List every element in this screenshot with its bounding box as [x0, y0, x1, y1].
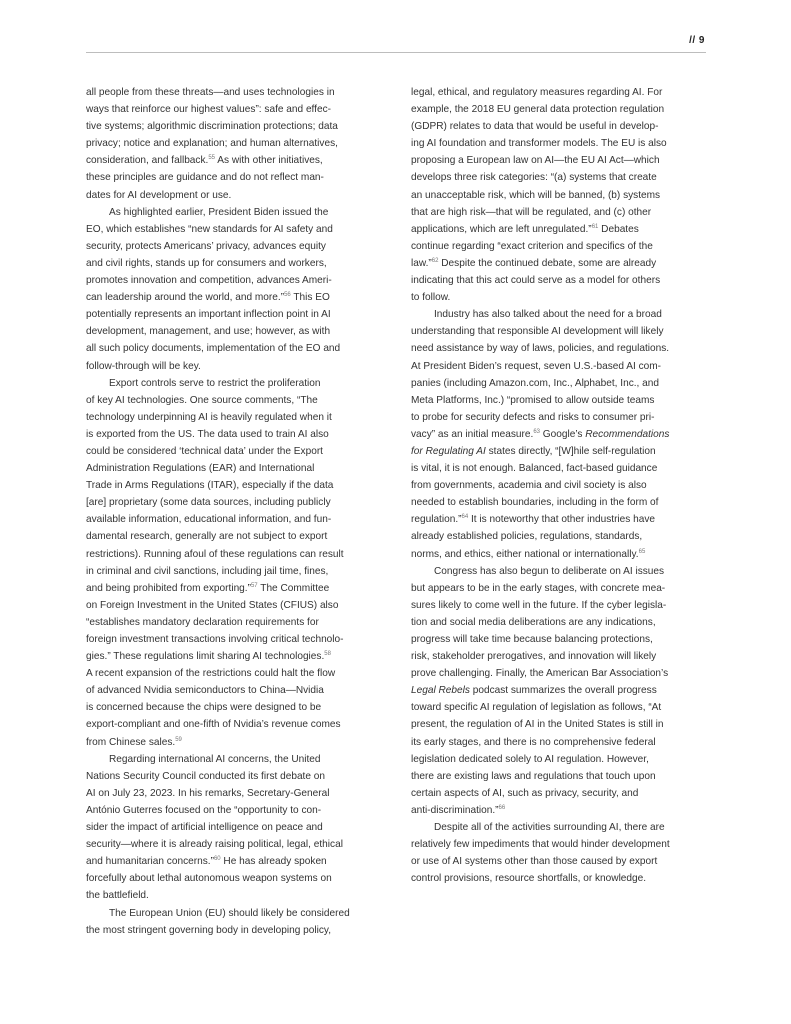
text-line: [411, 426, 706, 443]
text-line: [411, 135, 706, 152]
text-run: anti-discrimination.”: [411, 804, 499, 816]
text-line: [411, 785, 706, 802]
text-run: on Foreign Investment in the United States (CFIUS) also: [86, 599, 339, 611]
text-run: there are existing laws and regulations that touch upon: [411, 770, 656, 782]
text-line: [86, 84, 378, 101]
text-line: [86, 546, 378, 563]
text-run: the battlefield.: [86, 890, 149, 902]
text-run: ways that reinforce our highest values”: safe and effec-: [86, 104, 332, 116]
text-line: [411, 716, 706, 733]
text-line: [411, 460, 706, 477]
text-run: privacy; notice and explanation; and human alternatives,: [86, 138, 338, 150]
text-line: [411, 84, 706, 101]
text-run: dates for AI development or use.: [86, 189, 232, 201]
text-line: [411, 306, 706, 323]
text-line: [86, 118, 378, 135]
text-run: vacy” as an initial measure.: [411, 428, 534, 440]
text-run: these principles are guidance and do not reflect man-: [86, 172, 324, 184]
text-run: A recent expansion of the restrictions could halt the flow: [86, 668, 336, 680]
text-run: Export controls serve to restrict the proliferation: [109, 377, 321, 389]
text-line: [86, 494, 378, 511]
text-run: from Chinese sales.: [86, 736, 176, 748]
text-line: [411, 340, 706, 357]
text-line: [411, 204, 706, 221]
text-run: Nations Security Council conducted its first debate on: [86, 770, 326, 782]
footnote-ref: 65: [638, 548, 646, 555]
footnote-ref: 63: [533, 428, 540, 435]
text-line: [86, 255, 378, 272]
text-run: It is noteworthy that other industries have: [468, 514, 656, 526]
text-run: to probe for security defects and risks to consumer pri-: [411, 411, 655, 423]
text-line: [411, 682, 706, 699]
text-line: [411, 101, 706, 118]
text-run: and humanitarian concerns.”: [86, 856, 214, 868]
text-run: panies (including Amazon.com, Inc., Alphabet, Inc., and: [411, 377, 660, 389]
text-run: indicating that this act could serve as a model for others: [411, 275, 661, 287]
text-run: AI on July 23, 2023. In his remarks, Secretary-General: [86, 787, 330, 799]
text-line: [86, 169, 378, 186]
text-run: control provisions, resource shortfalls, or knowledge.: [411, 873, 647, 885]
text-run: continue regarding “exact criterion and specifics of the: [411, 240, 653, 252]
text-line: [411, 255, 706, 272]
text-line: [86, 905, 378, 922]
text-line: [411, 853, 706, 870]
text-line: [86, 563, 378, 580]
text-run: export-compliant and one-fifth of Nvidia’s revenue comes: [86, 719, 341, 731]
text-line: [411, 819, 706, 836]
text-run: Despite the continued debate, some are already: [438, 257, 657, 269]
text-line: [411, 563, 706, 580]
text-run: tion and social media deliberations are any indications,: [411, 616, 656, 628]
text-run: foreign investment transactions involving critical technolo-: [86, 634, 344, 645]
text-run: all people from these threats—and uses technologies in: [86, 87, 335, 98]
text-run: Trade in Arms Regulations (ITAR), especially if the data: [86, 480, 334, 492]
text-run: Despite all of the activities surrounding AI, there are: [434, 822, 665, 834]
footnote-ref: 59: [175, 736, 182, 743]
text-run: to follow.: [411, 292, 451, 304]
text-run: its early stages, and there is no comprehensive federal: [411, 736, 656, 748]
text-run: need assistance by way of laws, policies, and regulations.: [411, 343, 670, 355]
text-line: [411, 546, 706, 563]
text-run: podcast summarizes the overall progress: [469, 685, 657, 697]
text-line: [411, 597, 706, 614]
text-line: [86, 358, 378, 375]
text-line: [86, 631, 378, 648]
text-run: legal, ethical, and regulatory measures regarding AI. For: [411, 87, 663, 98]
text-line: [411, 870, 706, 887]
footnote-ref: 57: [250, 582, 258, 589]
text-run: Meta Platforms, Inc.) “promised to allow outside teams: [411, 394, 655, 406]
text-line: [411, 118, 706, 135]
text-line: [86, 922, 378, 939]
text-line: [411, 409, 706, 426]
text-run: applications, which are left unregulated.”: [411, 223, 592, 235]
text-line: [411, 734, 706, 751]
italic-title: Recommendations: [585, 428, 670, 440]
text-run: development, management, and use; however, as with: [86, 326, 331, 338]
text-line: [411, 802, 706, 819]
text-run: Congress has also begun to deliberate on AI issues: [434, 565, 665, 577]
text-line: [411, 443, 706, 460]
text-run: or use of AI systems other than those caused by export: [411, 856, 658, 868]
text-line: [86, 340, 378, 357]
text-line: [411, 494, 706, 511]
text-run: can leadership around the world, and more.”: [86, 292, 285, 304]
text-run: consideration, and fallback.: [86, 155, 209, 167]
text-line: [86, 477, 378, 494]
text-line: [411, 665, 706, 682]
text-run: proposing a European law on AI—the EU AI Act—which: [411, 155, 660, 167]
text-line: [411, 768, 706, 785]
text-run: that are high risk—that will be regulated, and (c) other: [411, 206, 652, 218]
text-run: António Guterres focused on the “opportunity to con-: [86, 804, 322, 816]
text-line: [411, 477, 706, 494]
text-run: in criminal and civil sanctions, including jail time, fines,: [86, 565, 329, 577]
left-column: [86, 84, 378, 939]
text-run: needed to establish boundaries, including in the form of: [411, 497, 659, 509]
text-line: [411, 323, 706, 340]
page-header: [0, 0, 791, 54]
text-run: EO, which establishes “new standards for AI safety and: [86, 223, 333, 235]
text-run: potentially represents an important inflection point in AI: [86, 309, 331, 321]
italic-title: Legal Rebels: [411, 685, 470, 697]
text-run: but appears to be in the early stages, with concrete mea-: [411, 582, 666, 594]
text-line: [86, 443, 378, 460]
text-run: risk, stakeholder prerogatives, and innovation will likely: [411, 651, 657, 663]
text-line: [86, 152, 378, 169]
text-line: [86, 870, 378, 887]
text-line: [86, 734, 378, 751]
text-run: law.”: [411, 257, 432, 269]
text-line: [411, 528, 706, 545]
text-line: [411, 152, 706, 169]
footnote-ref: 58: [324, 651, 331, 658]
footnote-ref: 66: [498, 804, 506, 811]
text-run: Administration Regulations (EAR) and International: [86, 463, 315, 475]
text-run: This EO: [290, 292, 330, 304]
text-line: [411, 631, 706, 648]
text-run: promotes innovation and competition, advances Ameri-: [86, 275, 332, 287]
text-run: [are] proprietary (some data sources, including publicly: [86, 497, 331, 509]
text-line: [411, 614, 706, 631]
text-run: forcefully about lethal autonomous weapon systems on: [86, 873, 332, 885]
text-line: [86, 699, 378, 716]
text-run: already established policies, regulations, standards,: [411, 531, 643, 543]
text-run: follow-through will be key.: [86, 360, 201, 372]
page-number: // 9: [689, 35, 705, 46]
text-run: understanding that responsible AI development will likely: [411, 326, 664, 338]
text-line: [86, 204, 378, 221]
header-rule: [86, 52, 706, 53]
text-run: sider the impact of artificial intelligence on peace and: [86, 822, 323, 834]
text-run: sures likely to come well in the future. If the cyber legisla-: [411, 599, 667, 611]
text-run: Regarding international AI concerns, the United: [109, 753, 321, 765]
text-run: and being prohibited from exporting.”: [86, 582, 251, 594]
text-run: restrictions). Running afoul of these regulations can result: [86, 548, 344, 560]
text-run: norms, and ethics, either national or internationally.: [411, 548, 639, 560]
text-run: security, protects Americans’ privacy, advances equity: [86, 240, 326, 252]
text-line: [86, 221, 378, 238]
text-line: [86, 238, 378, 255]
text-run: example, the 2018 EU general data protection regulation: [411, 104, 665, 116]
text-line: [411, 375, 706, 392]
text-line: [86, 887, 378, 904]
text-run: toward specific AI regulation of legislation as follows, “At: [411, 702, 662, 714]
text-line: [86, 853, 378, 870]
text-run: available information, educational information, and fun-: [86, 514, 332, 526]
text-run: Industry has also talked about the need for a broad: [434, 309, 662, 321]
text-line: [411, 358, 706, 375]
text-line: [86, 426, 378, 443]
text-run: tive systems; algorithmic discrimination protections; data: [86, 121, 338, 133]
text-line: [411, 836, 706, 853]
text-run: of advanced Nvidia semiconductors to China—Nvidia: [86, 685, 324, 697]
text-run: As with other initiatives,: [215, 155, 323, 167]
text-run: Google’s: [540, 428, 586, 440]
text-run: progress will take time because balancing protections,: [411, 634, 653, 645]
text-run: the most stringent governing body in developing policy,: [86, 924, 332, 936]
text-run: The Committee: [257, 582, 330, 594]
footnote-ref: 55: [208, 155, 216, 162]
text-run: He has already spoken: [220, 856, 327, 868]
text-line: [86, 614, 378, 631]
text-line: [411, 272, 706, 289]
text-run: is exported from the US. The data used to train AI also: [86, 428, 329, 440]
text-run: from governments, academia and civil society is also: [411, 480, 647, 492]
text-line: [86, 648, 378, 665]
text-line: [411, 392, 706, 409]
text-run: relatively few impediments that would hinder development: [411, 839, 670, 851]
text-line: [86, 306, 378, 323]
text-run: present, the regulation of AI in the United States is still in: [411, 719, 664, 731]
text-run: develops three risk categories: “(a) systems that create: [411, 172, 657, 184]
text-line: [411, 169, 706, 186]
text-line: [86, 323, 378, 340]
text-line: [86, 768, 378, 785]
text-run: and civil rights, stands up for consumers and workers,: [86, 257, 327, 269]
text-line: [86, 580, 378, 597]
text-line: [411, 751, 706, 768]
text-run: is vital, it is not enough. Balanced, fact-based guidance: [411, 463, 658, 475]
text-line: [86, 392, 378, 409]
text-line: [411, 580, 706, 597]
text-run: The European Union (EU) should likely be considered: [109, 907, 350, 919]
text-line: [86, 101, 378, 118]
text-run: As highlighted earlier, President Biden issued the: [109, 206, 329, 218]
text-line: [411, 238, 706, 255]
text-run: states directly, “[W]hile self-regulation: [485, 445, 656, 457]
text-line: [86, 272, 378, 289]
text-line: [86, 135, 378, 152]
text-run: prove challenging. Finally, the American Bar Association’s: [411, 668, 669, 680]
text-run: certain aspects of AI, such as privacy, security, and: [411, 787, 639, 799]
text-run: damental research, generally are not subject to export: [86, 531, 328, 543]
text-line: [86, 802, 378, 819]
footnote-ref: 56: [284, 292, 291, 299]
text-run: legislation dedicated solely to AI regulation. However,: [411, 753, 649, 765]
text-run: an unacceptable risk, which will be banned, (b) systems: [411, 189, 661, 201]
text-run: could be considered ‘technical data’ under the Export: [86, 445, 323, 457]
right-column: [411, 84, 706, 887]
text-line: [86, 836, 378, 853]
text-line: [86, 375, 378, 392]
text-line: [86, 460, 378, 477]
text-line: [86, 819, 378, 836]
text-run: At President Biden’s request, seven U.S.-based AI com-: [411, 360, 662, 372]
text-run: Debates: [598, 223, 639, 235]
text-line: [411, 289, 706, 306]
text-line: [86, 187, 378, 204]
text-run: (GDPR) relates to data that would be useful in develop-: [411, 121, 659, 133]
text-line: [86, 785, 378, 802]
text-run: all such policy documents, implementation of the EO and: [86, 343, 341, 355]
footnote-ref: 60: [213, 856, 221, 863]
text-line: [86, 751, 378, 768]
text-run: of key AI technologies. One source comments, “The: [86, 394, 318, 406]
text-run: gies.” These regulations limit sharing AI technologies.: [86, 651, 325, 663]
text-line: [411, 699, 706, 716]
text-run: “establishes mandatory declaration requirements for: [86, 616, 319, 628]
footnote-ref: 61: [591, 223, 599, 230]
text-line: [86, 665, 378, 682]
text-line: [86, 597, 378, 614]
text-line: [86, 528, 378, 545]
text-line: [86, 511, 378, 528]
text-line: [411, 187, 706, 204]
text-line: [86, 682, 378, 699]
text-line: [411, 511, 706, 528]
text-line: [86, 289, 378, 306]
text-run: is concerned because the chips were designed to be: [86, 702, 322, 714]
footnote-ref: 62: [431, 257, 439, 264]
text-run: technology underpinning AI is heavily regulated when it: [86, 411, 332, 423]
text-line: [86, 716, 378, 733]
footnote-ref: 64: [461, 514, 469, 521]
text-run: regulation.”: [411, 514, 462, 526]
text-line: [86, 409, 378, 426]
text-run: ing AI foundation and transformer models. The EU is also: [411, 138, 667, 150]
italic-title: for Regulating AI: [411, 445, 486, 457]
text-line: [411, 221, 706, 238]
text-line: [411, 648, 706, 665]
text-run: security—where it is already raising political, legal, ethical: [86, 839, 343, 851]
